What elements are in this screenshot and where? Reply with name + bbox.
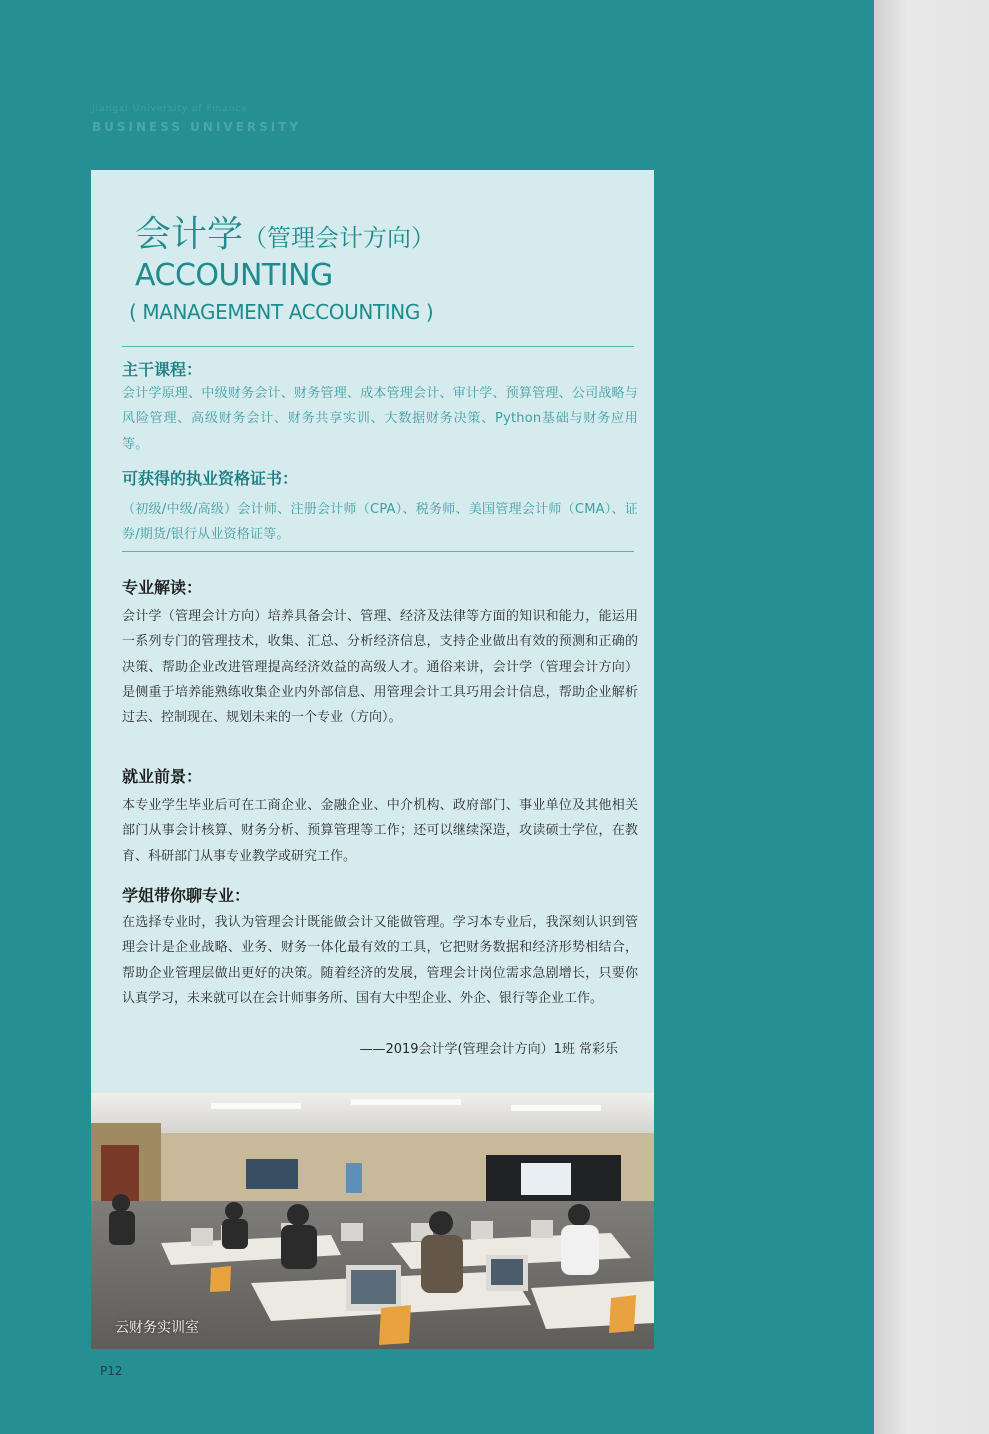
- employment-text: 本专业学生毕业后可在工商企业、金融企业、中介机构、政府部门、事业单位及其他相关部门从事会计核算、财务分析、预算管理等工作；还可以继续深造，攻读硕士学位，在教育、科研部门从事专业教学或研究工作。: [122, 798, 638, 864]
- major-info-panel: [91, 170, 654, 1095]
- page-edge: [874, 0, 989, 1434]
- major-title-en: ACCOUNTING: [135, 258, 333, 293]
- major-subtitle-en: ( MANAGEMENT ACCOUNTING ): [129, 300, 434, 324]
- interpretation-heading: 专业解读：: [122, 578, 203, 597]
- major-subtitle-cn: （管理会计方向）: [243, 224, 436, 252]
- certificates-heading: 可获得的执业资格证书：: [122, 469, 299, 488]
- brand-small-text: Jiangxi University of Finance: [92, 104, 249, 114]
- training-room-photo: [91, 1093, 654, 1349]
- major-title-cn-main: 会计学: [135, 214, 244, 255]
- divider: [122, 346, 634, 347]
- page-number: P12: [100, 1364, 123, 1378]
- photo-caption: 云财务实训室: [115, 1320, 199, 1336]
- courses-text: 会计学原理、中级财务会计、财务管理、成本管理会计、审计学、预算管理、公司战略与风险管理、高级财务会计、财务共享实训、大数据财务决策、Python基础与财务应用等。: [122, 386, 638, 452]
- senior-heading: 学姐带你聊专业：: [122, 886, 251, 905]
- employment-heading: 就业前景：: [122, 767, 203, 786]
- brand-header: BUSINESS UNIVERSITY: [92, 120, 302, 134]
- divider: [122, 551, 634, 552]
- classroom-illustration: [91, 1093, 654, 1349]
- senior-text: 在选择专业时，我认为管理会计既能做会计又能做管理。学习本专业后，我深刻认识到管理会计是企业战略、业务、财务一体化最有效的工具，它把财务数据和经济形势相结合，帮助企业管理层做出更好的决策。随着经济的发展，管理会计岗位需求急剧增长，只要你认真学习，未来就可以在会计师事务所、国有大中型企业、外企、银行等企业工作。: [122, 915, 638, 1006]
- courses-heading: 主干课程：: [122, 360, 203, 379]
- major-title-cn: [135, 206, 435, 257]
- senior-signature: ——2019会计学(管理会计方向）1班 常彩乐: [359, 1042, 618, 1057]
- certificates-text: （初级/中级/高级）会计师、注册会计师（CPA）、税务师、美国管理会计师（CMA）、证券/期货/银行从业资格证等。: [122, 502, 638, 543]
- interpretation-text: 会计学（管理会计方向）培养具备会计、管理、经济及法律等方面的知识和能力，能运用一系列专门的管理技术，收集、汇总、分析经济信息，支持企业做出有效的预测和正确的决策、帮助企业改进管理提高经济效益的高级人才。通俗来讲，会计学（管理会计方向）是侧重于培养能熟练收集企业内外部信息、用管理会计工具巧用会计信息，帮助企业解析过去、控制现在、规划未来的一个专业（方向）。: [122, 609, 638, 726]
